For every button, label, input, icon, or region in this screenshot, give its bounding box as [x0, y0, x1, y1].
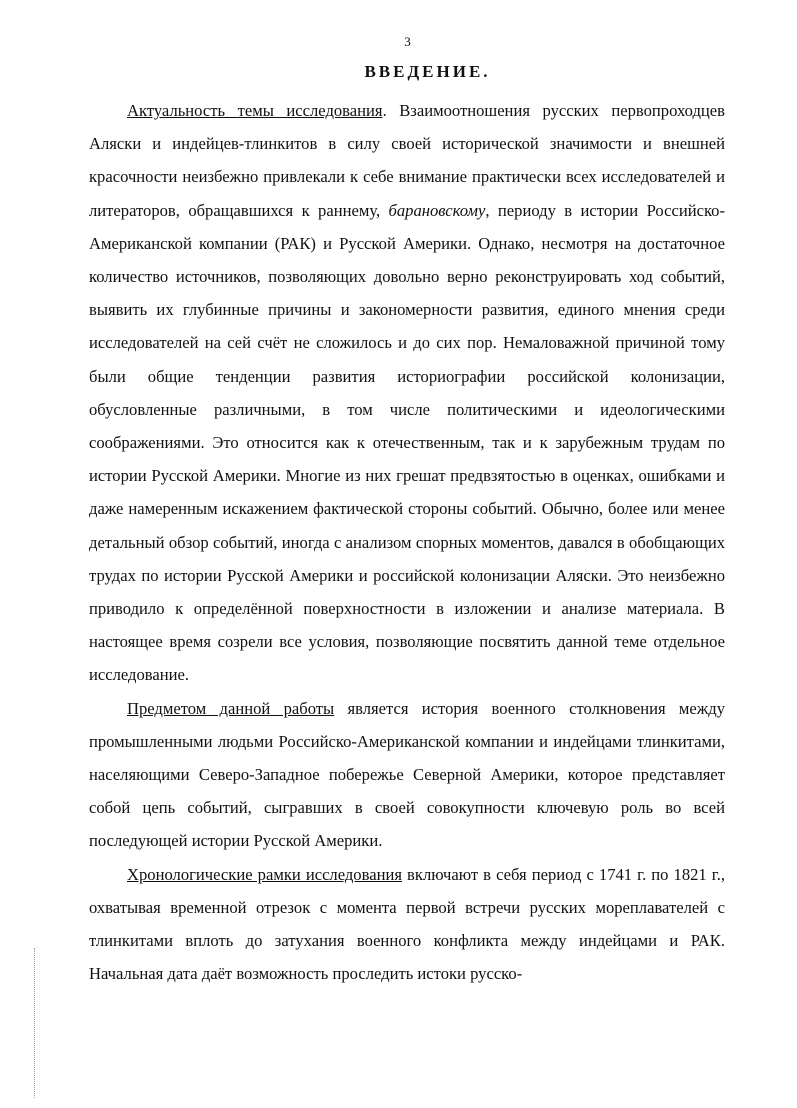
page-number: 3 — [404, 34, 411, 49]
paragraph-subject — [89, 692, 725, 858]
paragraph-relevance — [89, 94, 725, 692]
paragraph-relevance-text-1: . Взаимоотношения русских первопроходцев Аляски и индейцев-тлинкитов в силу своей исторической значимости и внешней красочности неизбежно привлекали к себе внимание практически всех исследователей и литераторов, обращавшихся к раннему, — [89, 101, 725, 220]
scan-margin-marks — [34, 948, 41, 1098]
italic-term: барановскому — [388, 200, 486, 220]
body-text — [89, 94, 725, 990]
paragraph-chronology — [89, 858, 725, 991]
page-title: ВВЕДЕНИЕ. — [364, 62, 491, 81]
heading-chronology: Хронологические рамки исследования — [127, 864, 402, 884]
heading-subject: Предметом данной работы — [127, 698, 335, 718]
paragraph-subject-text: является история военного столкновения между промышленными людьми Российско-Американской компании и индейцами тлинкитами, населяющими Северо-Западное побережье Северной Америки, которое представляет собой цепь событий, сыгравших в своей совокупности ключевую роль во всей последующей истории Русской Америки. — [89, 698, 725, 851]
paragraph-chronology-text: включают в себя период с 1741 г. по 1821 г., охватывая временной отрезок с момента первой встречи русских мореплавателей с тлинкитами вплоть до затухания военного конфликта между индейцами и РАК. Начальная дата даёт возможность проследить истоки русско- — [89, 864, 725, 984]
heading-relevance: Актуальность темы исследования — [127, 101, 383, 120]
paragraph-relevance-text-2: , периоду в истории Российско-Американской компании (РАК) и Русской Америки. Однако, несмотря на достаточное количество источников, позволяющих довольно верно реконструировать ход событий, выявить их глубинные причины и закономерности развития, единого мнения среди исследователей на сей счёт не сложилось и до сих пор. Немаловажной причиной тому были общие тенденции развития историографии российской колонизации, обусловленные различными, в том числе политическими и идеологическими соображениями. Это относится как к отечественным, так и к зарубежным трудам по истории Русской Америки. Многие из них грешат предвзятостью в оценках, ошибками и даже намеренным искажением фактической стороны событий. Обычно, более или менее детальный обзор событий, иногда с анализом спорных моментов, давался в обобщающих трудах по истории Русской Америки и российской колонизации Аляски. Это неизбежно приводило к определённой поверхностности в изложении и анализе материала. В настоящее время созрели все условия, позволяющие посвятить данной теме отдельное исследование. — [89, 200, 725, 685]
